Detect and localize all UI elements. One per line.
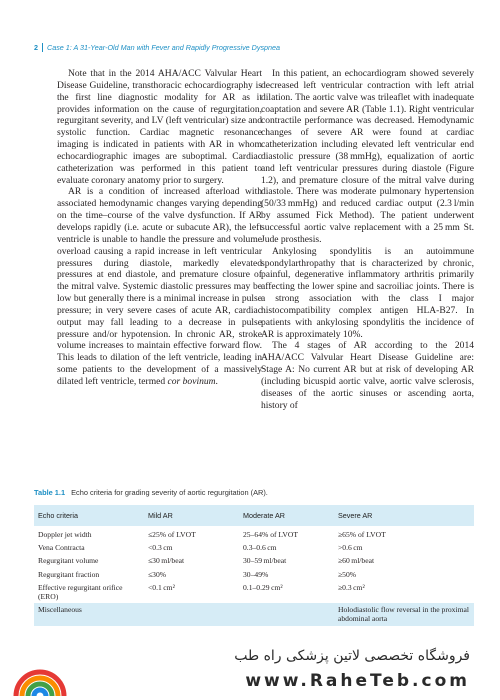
running-title: Case 1: A 31-Year-Old Man with Fever and Rapidly Progressive Dyspnea: [47, 43, 281, 52]
table-row: [34, 581, 474, 603]
watermark-banner: [0, 638, 500, 700]
paragraph: Ankylosing spondylitis is an autoimmune spondylarthropathy that is characterized by chronic, painful, degenerative inflammatory arthritis primarily affecting the lower spine and sacroiliac joints. There is a strong association with the class I major histocompatibility complex antigen HLA-B27. In patients with ankylosing spondylitis the incidence of AR is approximately 10%.: [261, 245, 474, 340]
paragraph: The 4 stages of AR according to the 2014 AHA/ACC Valvular Heart Disease Guideline are: Stage A: No current AR but at risk of developing AR (including bicuspid aortic valve, aortic valve sclerosis, diseases of the aortic sinuses or ascending aorta, history of: [261, 340, 474, 411]
table-cell: Holodiastolic flow reversal in the proximal abdominal aorta: [334, 603, 474, 625]
paragraph-text: AR is a condition of increased afterload with associated hemodynamic changes varying depending on the time–course of the valve dysfunction. If AR develops rapidly (i.e. acute or subacute AR), the left ventricle is unable to handle the pressure and volume overload causing a rapid increase in left ventricular pressures during diastole, markedly elevated pressures at end diastole, and premature closure of the mitral valve. Systemic diastolic pressures may be low but generally there is a minimal increase in pulse pressure; in very severe cases of acute AR, cardiac output may fall leading to a decrease in pulse pressure and/or hypotension. In chronic AR, stroke volume increases to maintain effective forward flow. This leads to dilation of the left ventricle, leading in some patients to the development of a massively dilated left ventricle, termed: [57, 186, 262, 387]
column-header: Echo criteria: [38, 511, 78, 520]
table-cell: ≤25% of LVOT: [148, 530, 196, 539]
store-name: فروشگاه تخصصی لاتین پزشکی راه طب: [234, 648, 470, 664]
paragraph-with-term: AR is a condition of increased afterload with associated hemodynamic changes varying depending on the time–course of the valve dysfunction. If AR develops rapidly (i.e. acute or subacute AR), the left ventricle is unable to handle the pressure and volume overload causing a rapid increase in left ventricular pressures during diastole, markedly elevated pressures at end diastole, and premature closure of the mitral valve. Systemic diastolic pressures may be low but generally there is a minimal increase in pulse pressure; in very severe cases of acute AR, cardiac output may fall leading to a decrease in pulse pressure and/or hypotension. In chronic AR, stroke volume increases to maintain effective forward flow. This leads to dilation of the left ventricle, leading in some patients to the development of a massively dilated left ventricle, termed cor bovinum.: [57, 186, 262, 387]
table-cell: >0.6 cm: [338, 543, 363, 553]
table-header-row: [34, 505, 474, 526]
table-cell: Regurgitant volume: [38, 556, 99, 566]
table-caption-text: Echo criteria for grading severity of aortic regurgitation (AR).: [71, 488, 268, 497]
table-row: [34, 568, 474, 581]
table-cell: Vena Contracta: [38, 543, 85, 553]
italic-term: cor bovinum: [167, 375, 216, 387]
column-header: Moderate AR: [243, 511, 285, 520]
header-divider: [42, 43, 43, 52]
table-caption: [34, 488, 474, 497]
left-column: [57, 68, 262, 388]
table-cell: Doppler jet width: [38, 530, 92, 539]
paragraph: Note that in the 2014 AHA/ACC Valvular Heart Disease Guideline, transthoracic echocardiography is the first line diagnostic modality for AR as it provides information on the cause of regurgitation, regurgitant severity, and LV (left ventricular) size and systolic function. Cardiac magnetic resonance imaging is indicated in patients with AR in whom echocardiographic images are suboptimal. Cardiac catheterization was performed in this patient to evaluate coronary anatomy prior to surgery.: [57, 68, 262, 186]
table-cell: Miscellaneous: [34, 603, 144, 625]
table-cell: ≥0.3 cm²: [338, 582, 365, 592]
website-url[interactable]: www.RaheTeb.com: [245, 671, 470, 691]
table-cell: <0.1 cm²: [148, 582, 175, 592]
table-cell: ≤30%: [148, 569, 167, 579]
column-header: Mild AR: [148, 511, 173, 520]
table-cell: Regurgitant fraction: [38, 569, 100, 579]
table-1-1: [34, 488, 474, 626]
table-row: [34, 541, 474, 554]
table-cell: 0.3–0.6 cm: [243, 543, 277, 553]
column-header: Severe AR: [338, 511, 373, 520]
running-header: [34, 43, 474, 57]
table-cell: 30–49%: [243, 569, 269, 579]
table-cell: [239, 603, 334, 625]
rainbow-arch-logo: [10, 644, 70, 700]
table-label: Table 1.1: [34, 488, 66, 497]
table-cell: ≥65% of LVOT: [338, 530, 386, 539]
table-cell: 0.1–0.29 cm²: [243, 582, 283, 592]
table-cell: Effective regurgitant orifice (ERO): [38, 582, 123, 602]
table-cell: <0.3 cm: [148, 543, 173, 553]
page-number: 2: [34, 43, 38, 52]
paragraph: In this patient, an echocardiogram showed severely decreased left ventricular contraction with left atrial dilation. The aortic valve was trileaflet with inadequate coaptation and severe AR (Table 1.1). Right ventricular contractile performance was decreased. Hemodynamic changes of severe AR were found at cardiac catheterization including elevated left ventricular end diastolic pressure (38 mmHg), equalization of aortic and left ventricular pressures during diastole (Figure 1.2), and premature closure of the mitral valve during diastole. There was moderate pulmonary hypertension (50/33 mmHg) and reduced cardiac output (2.3 l/min by assumed Fick Method). The patient underwent successful aortic valve replacement with a 25 mm St. Jude prosthesis.: [261, 68, 474, 245]
table-cell: [144, 603, 239, 625]
table-cell: ≥50%: [338, 569, 357, 579]
echo-criteria-table: [34, 505, 474, 626]
table-row: [34, 526, 474, 541]
table-cell: 30–59 ml/beat: [243, 556, 287, 566]
table-cell: ≥60 ml/beat: [338, 556, 375, 566]
table-cell: ≤30 ml/beat: [148, 556, 185, 566]
table-cell: 25–64% of LVOT: [243, 530, 298, 539]
table-row: [34, 554, 474, 567]
table-row: [34, 603, 474, 625]
right-column: [261, 68, 474, 411]
